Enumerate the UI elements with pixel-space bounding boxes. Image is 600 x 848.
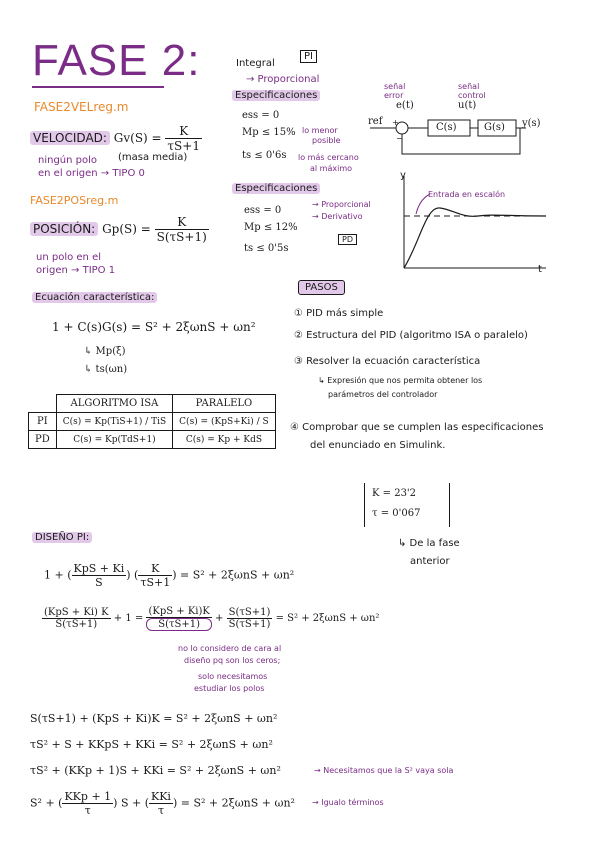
pd-proporcional: → Proporcional — [312, 200, 371, 209]
vel-lhs: Gv(S) = — [113, 131, 162, 145]
eq2-frac3-den: S(τS+1) — [228, 619, 271, 630]
pasos-4b: del enunciado en Simulink. — [310, 440, 446, 451]
diseno-line4-note: → Igualo términos — [312, 798, 384, 807]
page-title: FASE 2: — [32, 36, 201, 85]
block-c: C(s) — [436, 122, 457, 133]
vel-num: K — [165, 124, 202, 139]
kz-k: K = 23'2 — [372, 488, 417, 499]
diseno-line2: τS² + S + KKpS + KKi = S² + 2ξωnS + ωn² — [30, 738, 273, 751]
caract-arrow2: ↳ ts(ωn) — [84, 364, 128, 375]
pos-note2: origen → TIPO 1 — [36, 265, 116, 276]
pi-ts-note2: al máximo — [310, 164, 353, 173]
pasos-1: ① PID más simple — [294, 308, 384, 319]
diseno-note2: diseño pq son los ceros; — [184, 656, 281, 665]
pd-ts: ts ≤ 0'5s — [244, 243, 289, 254]
table-r2-c1: C(s) = Kp(TdS+1) — [56, 431, 172, 449]
pi-mp-note2: posible — [312, 136, 341, 145]
eq1-frac2 — [138, 562, 172, 589]
caract-heading: Ecuación característica: — [32, 292, 157, 303]
vel-note2: en el origen → TIPO 0 — [38, 168, 145, 179]
pi-ess: ess = 0 — [242, 110, 280, 121]
diseno-eq2 — [42, 606, 379, 631]
pi-integral: Integral — [236, 58, 275, 69]
eq2-plus1: + 1 = — [113, 613, 144, 624]
kz-z: τ = 0'067 — [372, 508, 421, 519]
caract-arrow1: ↳ Mp(ξ) — [84, 346, 126, 357]
pasos-heading: PASOS — [298, 280, 345, 295]
line4-mid: S + — [120, 796, 142, 810]
diseno-note1: no lo considero de cara al — [178, 644, 282, 653]
vel-row — [30, 124, 202, 153]
vel-note3: (masa media) — [118, 152, 188, 163]
pi-tag: PI — [300, 50, 317, 63]
pos-label: POSICIÓN: — [30, 222, 98, 236]
eq1-frac1-num: KpS + Ki — [73, 562, 125, 575]
table-h1: ALGORITMO ISA — [56, 395, 172, 413]
line4-frac1-num: KKp + 1 — [64, 790, 112, 803]
pi-proporcional: → Proporcional — [246, 74, 320, 85]
table-h2: PARALELO — [173, 395, 276, 413]
pos-row — [30, 215, 209, 244]
diseno-note3: solo necesitamos — [198, 672, 268, 681]
table-r1-c1: C(s) = Kp(TiS+1) / TiS — [56, 413, 172, 431]
line4-lhs: S² + — [30, 796, 55, 810]
eq2-frac1-num: (KpS + Ki) K — [44, 607, 109, 618]
pi-spec-heading: Especificaciones — [232, 90, 320, 101]
vel-label: VELOCIDAD: — [30, 131, 110, 145]
diseno-line4: S² + ( $\frac{\text{KKp + 1}}{\tau}$ ) S + ( $\frac{\text{KKi}}{\tau}$ ) = S² + 2ξωnS + ωn² — [30, 790, 295, 817]
pos-frac — [155, 215, 209, 244]
diseno-line3-note: → Necesitamos que la S² vaya sola — [314, 766, 454, 775]
block-g: G(s) — [484, 122, 505, 133]
vel-file: FASE2VELreg.m — [34, 100, 129, 114]
eq1-frac2-num: K — [138, 562, 172, 576]
line4-frac2-num: KKi — [151, 790, 171, 803]
eq2-plus2: + — [215, 613, 224, 624]
pasos-3a: ↳ Expresión que nos permita obtener los — [318, 376, 483, 385]
pd-spec-heading: Especificaciones — [232, 183, 320, 194]
pi-mp: Mp ≤ 15% — [242, 127, 296, 138]
diseno-line3: τS² + (KKp + 1)S + KKi = S² + 2ξωnS + ωn² — [30, 764, 281, 777]
caract-eq: 1 + C(s)G(s) = S² + 2ξωnS + ωn² — [52, 320, 256, 334]
table-r2-c2: C(s) = Kp + KdS — [173, 431, 276, 449]
diseno-eq1: 1 + ( $\frac{\text{KpS + Ki}}{S}$ ) ( $\frac{K}{\tau S+1}$ ) = S² + 2ξωnS + ωn² — [44, 562, 295, 589]
line4-frac2 — [149, 790, 173, 817]
eq1-frac1-den: S — [95, 576, 103, 589]
pasos-4: ④ Comprobar que se cumplen las especificaciones — [290, 422, 544, 433]
eq2-frac1 — [42, 607, 111, 630]
eq2-frac1-den: S(τS+1) — [55, 619, 98, 630]
pi-ts-note1: lo más cercano — [298, 153, 359, 162]
pi-mp-note1: lo menor — [302, 126, 338, 135]
vel-frac — [165, 124, 202, 153]
table-r1-label: PI — [29, 413, 57, 431]
table-r2-label: PD — [29, 431, 57, 449]
eq2-frac3 — [227, 607, 273, 630]
line4-rhs: = S² + 2ξωnS + ωn² — [180, 796, 295, 810]
pi-ts: ts ≤ 0'6s — [242, 150, 287, 161]
block-plus: + — [392, 118, 399, 127]
pos-den: S(τS+1) — [156, 230, 207, 244]
controller-table — [28, 394, 276, 449]
vel-den: τS+1 — [167, 139, 200, 153]
pos-num: K — [155, 215, 209, 230]
plot-annotation: Entrada en escalón — [428, 190, 506, 199]
pos-note1: un polo en el — [36, 252, 101, 263]
block-control-label: señal control — [458, 82, 486, 100]
diseno-note4: estudiar los polos — [194, 684, 265, 693]
eq1-lhs: 1 + — [44, 568, 64, 582]
pd-derivativo: → Derivativo — [312, 212, 363, 221]
eq2-frac2-den: S(τS+1) — [146, 618, 211, 631]
pos-file: FASE2POSreg.m — [30, 194, 119, 207]
block-ref: ref — [368, 116, 383, 127]
eq2-rhs: = S² + 2ξωnS + ωn² — [275, 613, 380, 624]
eq2-frac3-num: S(τS+1) — [228, 607, 271, 618]
table-r1-c2: C(s) = (KpS+Ki) / S — [173, 413, 276, 431]
pd-tag: PD — [338, 234, 357, 245]
kz-note1: ↳ De la fase — [398, 538, 460, 549]
line4-frac2-den: τ — [157, 804, 165, 817]
pasos-3b: parámetros del controlador — [328, 390, 438, 399]
title-underline — [32, 86, 164, 88]
pasos-3: ③ Resolver la ecuación característica — [294, 356, 481, 367]
step-response-plot — [396, 170, 556, 274]
eq1-rhs: = S² + 2ξωnS + ωn² — [180, 568, 295, 582]
diseno-heading: DISEÑO PI: — [32, 532, 92, 543]
diseno-line1: S(τS+1) + (KpS + Ki)K = S² + 2ξωnS + ωn² — [30, 712, 278, 725]
eq1-frac1 — [72, 562, 127, 589]
block-error-label: señal error — [384, 82, 406, 100]
plot-y-axis: y — [400, 170, 406, 181]
block-error-sym: e(t) — [396, 100, 414, 111]
vel-note1: ningún polo — [38, 155, 98, 166]
line4-frac1 — [62, 790, 113, 817]
pasos-2: ② Estructura del PID (algoritmo ISA o paralelo) — [294, 330, 528, 341]
kz-note2: anterior — [410, 556, 450, 567]
eq2-frac2-num: (KpS + Ki)K — [148, 606, 210, 617]
pos-lhs: Gp(S) = — [102, 222, 151, 236]
plot-x-axis: t — [538, 264, 542, 275]
pd-ess: ess = 0 — [244, 205, 282, 216]
eq1-frac2-den: τS+1 — [140, 576, 171, 589]
block-y: y(s) — [522, 118, 541, 129]
eq2-frac2 — [146, 606, 211, 631]
line4-frac1-den: τ — [84, 804, 91, 817]
pd-mp: Mp ≤ 12% — [244, 222, 298, 233]
block-minus: − — [396, 134, 403, 143]
block-control-sym: u(t) — [458, 100, 477, 111]
